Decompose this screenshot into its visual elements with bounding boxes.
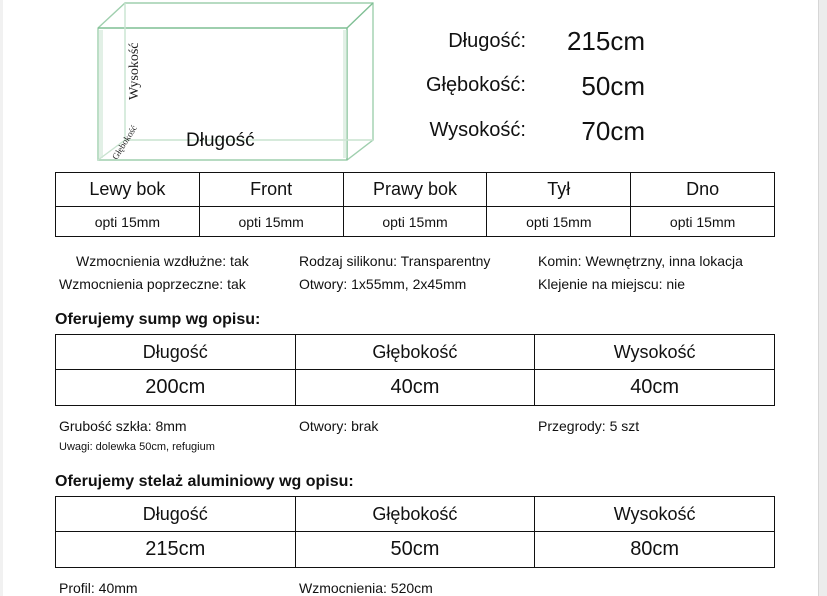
stand-heading: Oferujemy stelaż aluminiowy wg opisu: xyxy=(55,473,354,490)
stand-reinforcement: Wzmocnienia: 520cm xyxy=(299,580,433,596)
stand-table xyxy=(55,496,775,568)
table-header: Długość xyxy=(56,497,296,532)
dim-height-value: 70cm xyxy=(581,116,645,146)
table-header: Długość xyxy=(56,335,296,370)
table-header: Prawy bok xyxy=(343,173,487,207)
sump-table xyxy=(55,334,775,406)
table-header: Tył xyxy=(487,173,631,207)
dim-height-label: Wysokość: xyxy=(429,119,526,141)
table-header: Wysokość xyxy=(535,335,775,370)
table-header: Lewy bok xyxy=(56,173,200,207)
table-cell: 215cm xyxy=(56,532,296,568)
table-header: Dno xyxy=(631,173,775,207)
spec-longitudinal: Wzmocnienia wzdłużne: tak xyxy=(76,253,249,269)
table-cell: 40cm xyxy=(535,370,775,406)
table-cell: 50cm xyxy=(295,532,535,568)
stand-profile: Profil: 40mm xyxy=(59,580,138,596)
spec-transverse: Wzmocnienia poprzeczne: tak xyxy=(59,276,246,292)
sump-heading: Oferujemy sump wg opisu: xyxy=(55,311,261,328)
diagram-depth-label: Głębokość xyxy=(110,123,139,162)
spec-holes: Otwory: 1x55mm, 2x45mm xyxy=(299,276,467,292)
table-cell: opti 15mm xyxy=(56,207,200,237)
table-cell: opti 15mm xyxy=(343,207,487,237)
table-header: Front xyxy=(199,173,343,207)
dim-depth-label: Głębokość: xyxy=(425,74,526,96)
sump-partitions: Przegrody: 5 szt xyxy=(538,418,640,434)
left-edge xyxy=(0,0,3,596)
table-header: Głębokość xyxy=(295,497,535,532)
table-header: Głębokość xyxy=(295,335,535,370)
dim-depth-value: 50cm xyxy=(581,71,645,101)
glass-thickness-table xyxy=(55,172,775,237)
dim-length-label: Długość: xyxy=(448,30,526,52)
sump-glass: Grubość szkła: 8mm xyxy=(59,418,187,434)
table-cell: opti 15mm xyxy=(487,207,631,237)
spec-silicone: Rodzaj silikonu: Transparentny xyxy=(299,253,491,269)
table-header: Wysokość xyxy=(535,497,775,532)
right-edge xyxy=(818,0,827,596)
table-cell: 40cm xyxy=(295,370,535,406)
diagram-length-label: Długość xyxy=(186,130,255,151)
sump-note: Uwagi: dolewka 50cm, refugium xyxy=(59,441,215,453)
table-cell: 200cm xyxy=(56,370,296,406)
sump-holes: Otwory: brak xyxy=(299,418,379,434)
table-cell: opti 15mm xyxy=(631,207,775,237)
dim-length-value: 215cm xyxy=(566,26,645,56)
table-cell: opti 15mm xyxy=(199,207,343,237)
spec-onsite-gluing: Klejenie na miejscu: nie xyxy=(538,276,686,292)
spec-overflow: Komin: Wewnętrzny, inna lokacja xyxy=(538,253,743,269)
diagram-height-label: Wysokość xyxy=(127,42,142,100)
table-cell: 80cm xyxy=(535,532,775,568)
